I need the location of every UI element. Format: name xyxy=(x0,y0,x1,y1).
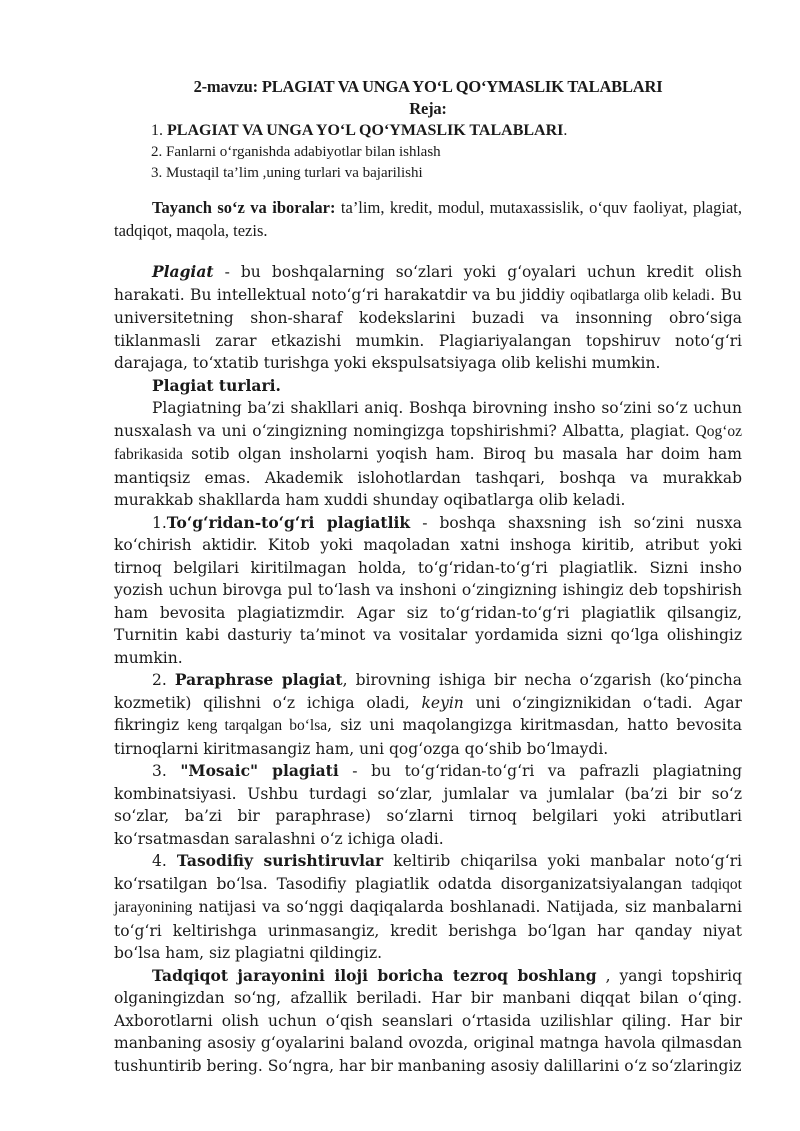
section-heading: Plagiat turlari. xyxy=(152,375,281,395)
paragraph-text: - bu boshqalarning so‘zlari yoki g‘oyalari uchun kredit olish harakati. Bu intellektual noto‘g‘ri harakatdir va bu jiddiy xyxy=(114,263,742,304)
item-number: 1. xyxy=(152,513,167,532)
plan-item-number: 2. xyxy=(151,144,166,160)
paragraph-text: - bu to‘g‘ridan-to‘g‘ri va pafrazli plagiatning kombinatsiyasi. Ushbu turdagi so‘zlar, jumlalar va jumlalar (ba’zi bir so‘z so‘zlar, ba’zi bir paraphrase) so‘zlarni tirnoq belgilari yoki atributlari ko‘rsatmasdan saralashni o‘z ichiga oladi. xyxy=(114,762,743,848)
emphasis-text: oqibatlarga olib keladi xyxy=(570,286,711,304)
item-number: 2. xyxy=(152,671,175,689)
plan-item-text: Fanlarni o‘rganishda adabiyotlar bilan ishlash xyxy=(166,144,441,160)
emphasis-text: Qog‘oz fabrikasida xyxy=(114,422,742,463)
plan-item xyxy=(114,163,742,184)
emphasis-text: tadqiqot jarayonining xyxy=(114,875,742,916)
plan-item xyxy=(114,142,742,163)
type-4-paragraph xyxy=(114,850,742,965)
definition-paragraph xyxy=(114,261,742,375)
plan-item-number: 3. xyxy=(151,165,166,181)
item-number: 4. xyxy=(152,852,177,870)
type-1-paragraph xyxy=(114,512,742,670)
paragraph-text: , birovning ishiga bir necha o‘zgarish (ko‘pincha kozmetik) qilishni o‘z ichiga oladi, xyxy=(114,671,743,712)
item-number: 3. xyxy=(152,762,181,780)
term-start-research: Tadqiqot jarayonini iloji boricha tezroq boshlang xyxy=(152,965,597,985)
paragraph-text: , siz uni maqolangizga kiritmasdan, hatto bevosita tirnoqlarni kiritmasangiz ham, uni qog‘ozga qo‘shib bo‘lmaydi. xyxy=(114,716,742,758)
type-3-paragraph xyxy=(114,760,742,850)
paragraph-text: natijasi va so‘nggi daqiqalarda boshlanadi. Natijada, siz manbalarni to‘g‘ri keltirishga urinmasangiz, kredit berishga bo‘lgan har qanday niyat bo‘lsa ham, siz plagiatni qildingiz. xyxy=(114,898,742,962)
keywords-paragraph xyxy=(114,196,742,242)
term-accidental-plagiarism: Tasodifiy surishtiruvlar xyxy=(176,851,384,870)
plan-item-suffix: . xyxy=(563,122,568,139)
plan-item-number: 1. xyxy=(151,122,167,139)
term-paraphrase-plagiarism: Paraphrase plagiat xyxy=(174,670,343,689)
term-plagiat: Plagiat xyxy=(152,262,214,281)
paragraph-text: . Bu universitetning shon-sharaf kodekslarini buzadi va insonning obro‘siga tiklanmasli zarar etkazishi mumkin. Plagiariyalangan topshiruv noto‘g‘ri darajaga, to‘xtatib turishga yoki ekspulsatsiyaga olib kelishi mumkin. xyxy=(114,285,742,372)
research-advice-paragraph xyxy=(114,965,742,1078)
emphasis-text: keng tarqalgan bo‘lsa xyxy=(187,717,328,734)
plan-item-text: PLAGIAT VA UNGA YO‘L QO‘YMASLIK TALABLARI xyxy=(167,122,564,139)
plan-item-text: Mustaqil ta’lim ,uning turlari va bajarilishi xyxy=(166,165,423,181)
keywords-text: ta’lim, kredit, modul, mutaxassislik, o‘quv faoliyat, plagiat, tadqiqot, maqola, tezis. xyxy=(114,198,742,240)
paragraph-text: Plagiatning ba’zi shakllari aniq. Boshqa birovning insho so‘zini so‘z uchun nusxalash va uni o‘zingizning nomingizga topshirishmi? Albatta, plagiat. xyxy=(114,399,742,440)
term-mosaic-plagiarism: "Mosaic" plagiati xyxy=(180,761,339,780)
paragraph-text: , yangi topshiriq olganingizdan so‘ng, afzallik beriladi. Har bir manbani diqqat bilan o‘qing. Axborotlarni olish uchun o‘qish seanslari o‘rtasida uzilishlar qiling. Har bir manbaning asosiy g‘oyalarini baland ovozda, original matnga havola qilmasdan tushuntirib bering. So‘ngra, har bir manbaning asosiy dalillarini o‘z so‘zlaringiz xyxy=(114,966,743,1075)
keywords-label: Tayanch so‘z va iboralar: xyxy=(152,198,336,217)
paragraph-text: - boshqa shaxsning ish so‘zini nusxa ko‘chirish aktidir. Kitob yoki maqoladan xatni inshoga kiritib, atribut yoki tirnoq belgilari kiritilmagan holda, to‘g‘ridan-to‘g‘ri plagiatlik. Sizni insho yozish uchun birovga pul to‘lash va inshoni o‘zingizning ishingiz deb topshirish ham bevosita plagiatizmdir. Agar siz to‘g‘ridan-to‘g‘ri plagiatlik qilsangiz, Turnitin kabi dasturiy ta’minot va vositalar yordamida sizni qo‘lga olishingiz mumkin. xyxy=(114,513,742,667)
paragraph-text: uni o‘zingiznikidan o‘tadi. Agar fikringiz xyxy=(114,693,743,734)
spacer xyxy=(114,242,742,261)
italic-text: keyin xyxy=(421,693,464,712)
types-intro-paragraph xyxy=(114,397,742,512)
type-2-paragraph xyxy=(114,669,742,760)
plan-item xyxy=(114,120,742,142)
document-page xyxy=(114,76,742,1077)
plan-heading: Reja: xyxy=(409,99,447,118)
term-direct-plagiarism: To‘g‘ridan-to‘g‘ri plagiatlik xyxy=(166,512,411,532)
document-title: 2-mavzu: PLAGIAT VA UNGA YO‘L QO‘YMASLIK TALABLARI xyxy=(193,77,663,96)
paragraph-text: keltirib chiqarilsa yoki manbalar noto‘g‘ri ko‘rsatilgan bo‘lsa. Tasodifiy plagiatlik odatda disorganizatsiyalangan xyxy=(114,852,742,893)
paragraph-text: sotib olgan insholarni yoqish ham. Biroq bu masala har doim ham mantiqsiz emas. Akademik islohotlardan tashqari, boshqa va murakkab murakkab shakllarda ham xuddi shunday oqibatlarga olib keladi. xyxy=(114,445,742,509)
